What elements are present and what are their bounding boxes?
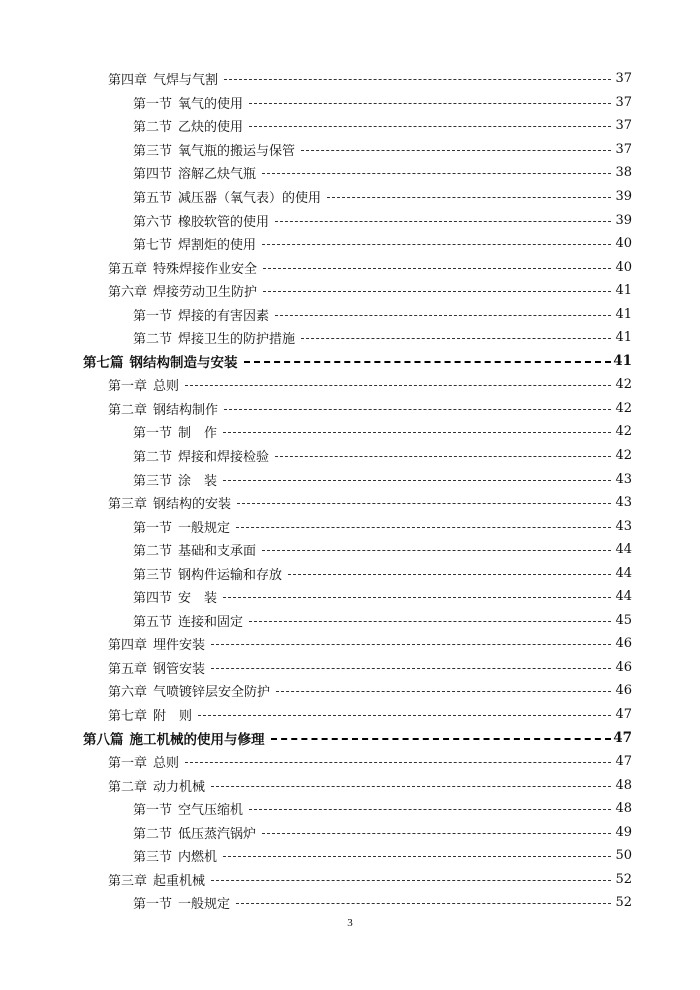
toc-entry-title: 焊接劳动卫生防护 [153, 285, 258, 301]
toc-entry-page: 39 [615, 189, 632, 204]
toc-entry-title: 起重机械 [153, 873, 206, 889]
toc-entry-number: 第一章 [108, 756, 148, 772]
toc-entry-page: 52 [615, 895, 632, 911]
toc-entry-label [108, 69, 218, 88]
toc-entry-page: 48 [615, 777, 632, 793]
toc-entry-label [108, 493, 231, 512]
toc-entry-title: 内燃机 [178, 850, 218, 866]
toc-entry-section[interactable] [0, 91, 700, 115]
toc-entry-page: 42 [615, 424, 632, 440]
dot-leader [224, 79, 611, 80]
toc-entry-label [133, 846, 217, 865]
dot-leader [249, 103, 611, 104]
toc-entry-page: 38 [615, 165, 632, 181]
toc-entry-section[interactable] [0, 161, 700, 185]
dot-leader [262, 833, 611, 834]
toc-entry-chapter[interactable] [0, 255, 700, 279]
toc-entry-title: 安 装 [178, 591, 218, 607]
dot-leader [224, 409, 611, 410]
toc-entry-chapter[interactable] [0, 67, 700, 91]
toc-entry-page: 50 [615, 848, 632, 864]
toc-entry-chapter[interactable] [0, 703, 700, 727]
toc-entry-section[interactable] [0, 821, 700, 845]
toc-entry-page: 40 [615, 259, 632, 275]
toc-entry-label [108, 776, 205, 795]
toc-entry-number: 第六章 [108, 685, 148, 701]
toc-entry-page: 44 [615, 542, 632, 558]
toc-entry-label [133, 328, 295, 347]
toc-entry-label [133, 587, 217, 606]
toc-entry-number: 第七章 [108, 709, 148, 725]
toc-entry-label [133, 823, 256, 842]
toc-entry-label [133, 305, 269, 324]
toc-entry-chapter[interactable] [0, 491, 700, 515]
toc-entry-number: 第一节 [133, 803, 173, 819]
toc-entry-title: 焊接的有害因素 [178, 308, 270, 324]
toc-entry-section[interactable] [0, 538, 700, 562]
toc-entry-section[interactable] [0, 467, 700, 491]
toc-entry-page: 43 [615, 471, 632, 487]
toc-entry-label [133, 163, 256, 182]
toc-entry-label [108, 634, 205, 653]
toc-entry-label [133, 470, 217, 489]
toc-entry-title: 焊接和焊接检验 [178, 450, 270, 466]
toc-entry-title: 基础和支承面 [178, 544, 257, 560]
dot-leader [244, 361, 612, 363]
toc-entry-section[interactable] [0, 797, 700, 821]
toc-entry-number: 第四节 [133, 167, 173, 183]
toc-entry-number: 第二节 [133, 450, 173, 466]
dot-leader [223, 480, 611, 481]
toc-entry-title: 特殊焊接作业安全 [153, 261, 258, 277]
toc-entry-section[interactable] [0, 326, 700, 350]
toc-entry-title: 总则 [153, 756, 180, 772]
toc-entry-label [133, 93, 243, 112]
toc-entry-page: 52 [615, 871, 632, 887]
toc-entry-label [83, 728, 265, 748]
toc-entry-title: 钢结构的安装 [153, 497, 232, 513]
toc-entry-label [133, 211, 269, 230]
toc-entry-page: 42 [615, 377, 632, 393]
dot-leader [301, 338, 611, 339]
toc-entry-title: 气焊与气割 [153, 73, 219, 89]
toc-entry-chapter[interactable] [0, 279, 700, 303]
toc-entry-label [108, 752, 179, 771]
toc-entry-title: 溶解乙炔气瓶 [178, 167, 257, 183]
dot-leader [198, 715, 611, 716]
toc-entry-page: 42 [615, 448, 632, 464]
toc-entry-label [108, 375, 179, 394]
toc-entry-number: 第八篇 [83, 732, 124, 749]
toc-entry-title: 低压蒸汽锅炉 [178, 826, 257, 842]
toc-entry-title: 钢管安装 [153, 661, 206, 677]
toc-entry-title: 空气压缩机 [178, 803, 244, 819]
toc-entry-page: 47 [615, 707, 632, 723]
toc-entry-section[interactable] [0, 844, 700, 868]
toc-entry-page: 42 [615, 400, 632, 416]
toc-entry-title: 氧气瓶的搬运与保管 [178, 143, 296, 159]
toc-entry-section[interactable] [0, 891, 700, 915]
toc-entry-title: 焊割炬的使用 [178, 238, 257, 254]
toc-entry-label [133, 446, 269, 465]
toc-entry-section[interactable] [0, 585, 700, 609]
toc-entry-label [133, 140, 295, 159]
toc-entry-title: 钢结构制造与安装 [129, 355, 238, 372]
toc-entry-number: 第六节 [133, 214, 173, 230]
toc-entry-page: 37 [615, 118, 632, 134]
toc-entry-section[interactable] [0, 208, 700, 232]
toc-entry-page: 46 [615, 659, 632, 675]
toc-entry-section[interactable] [0, 302, 700, 326]
toc-entry-chapter[interactable] [0, 656, 700, 680]
toc-entry-section[interactable] [0, 232, 700, 256]
dot-leader [223, 432, 611, 433]
toc-entry-chapter[interactable] [0, 632, 700, 656]
toc-entry-page: 41 [615, 330, 632, 346]
toc-entry-label [133, 564, 282, 583]
dot-leader [237, 503, 611, 504]
toc-entry-title: 橡胶软管的使用 [178, 214, 270, 230]
toc-entry-number: 第二章 [108, 402, 148, 418]
toc-entry-section[interactable] [0, 444, 700, 468]
toc-entry-label [108, 658, 205, 677]
toc-entry-chapter[interactable] [0, 679, 700, 703]
dot-leader [275, 315, 611, 316]
dot-leader [236, 527, 611, 528]
toc-entry-number: 第四章 [108, 638, 148, 654]
dot-leader [211, 644, 611, 645]
toc-entry-label [133, 893, 230, 912]
toc-entry-title: 气喷镀锌层安全防护 [153, 685, 271, 701]
toc-entry-page: 49 [615, 824, 632, 840]
toc-entry-number: 第二节 [133, 332, 173, 348]
toc-entry-page: 44 [615, 589, 632, 605]
toc-entry-section[interactable] [0, 185, 700, 209]
toc-entry-title: 乙炔的使用 [178, 120, 244, 136]
toc-entry-number: 第六章 [108, 285, 148, 301]
toc-entry-label [133, 517, 230, 536]
toc-entry-page: 43 [615, 495, 632, 511]
toc-entry-title: 钢构件运输和存放 [178, 567, 283, 583]
toc-entry-title: 附 则 [153, 709, 193, 725]
toc-entry-page: 47 [613, 730, 632, 747]
dot-leader [262, 550, 611, 551]
dot-leader [249, 809, 611, 810]
dot-leader [211, 786, 611, 787]
toc-entry-number: 第三章 [108, 497, 148, 513]
toc-entry-number: 第一节 [133, 520, 173, 536]
toc-entry-number: 第五节 [133, 191, 173, 206]
toc-entry-chapter[interactable] [0, 750, 700, 774]
toc-entry-number: 第五章 [108, 261, 148, 277]
toc-entry-part[interactable] [0, 350, 700, 374]
dot-leader [263, 268, 611, 269]
toc-entry-number: 第一节 [133, 308, 173, 324]
toc-entry-number: 第一节 [133, 426, 173, 442]
toc-entry-label [108, 705, 192, 724]
toc-entry-label [108, 681, 270, 700]
dot-leader [288, 574, 611, 575]
toc-entry-label [108, 258, 257, 277]
toc-entry-label [133, 799, 243, 818]
toc-entry-section[interactable] [0, 138, 700, 162]
toc-entry-number: 第七节 [133, 238, 173, 254]
toc-entry-chapter[interactable] [0, 397, 700, 421]
dot-leader [275, 456, 611, 457]
toc-entry-number: 第五章 [108, 661, 148, 677]
toc-entry-page: 41 [613, 353, 632, 370]
toc-entry-label [133, 422, 217, 441]
toc-entry-chapter[interactable] [0, 868, 700, 892]
dot-leader [301, 150, 611, 151]
toc-entry-number: 第二节 [133, 120, 173, 136]
toc-entry-page: 37 [615, 94, 632, 110]
toc-entry-page: 46 [615, 636, 632, 652]
toc-entry-section[interactable] [0, 114, 700, 138]
toc-entry-number: 第三节 [133, 473, 173, 489]
dot-leader [223, 597, 611, 598]
dot-leader [271, 738, 612, 740]
toc-entry-section[interactable] [0, 514, 700, 538]
toc-entry-page: 40 [615, 236, 632, 252]
dot-leader [263, 291, 611, 292]
toc-entry-number: 第二节 [133, 544, 173, 560]
dot-leader [185, 762, 611, 763]
dot-leader [185, 385, 611, 386]
toc-entry-page: 45 [615, 612, 632, 628]
toc-entry-chapter[interactable] [0, 773, 700, 797]
toc-entry-label [108, 399, 218, 418]
dot-leader [236, 903, 611, 904]
toc-entry-number: 第一章 [108, 379, 148, 395]
toc-entry-number: 第三章 [108, 873, 148, 889]
toc-entry-label [133, 540, 256, 559]
toc-entry-label [133, 187, 321, 206]
toc-entry-title: 制 作 [178, 426, 218, 442]
toc-entry-page: 47 [615, 754, 632, 770]
toc-entry-title: 减压器（氧气表）的使用 [178, 191, 322, 206]
toc-entry-label [83, 351, 238, 371]
toc-entry-number: 第四节 [133, 591, 173, 607]
toc-entry-part[interactable] [0, 726, 700, 750]
toc-entry-page: 41 [615, 306, 632, 322]
dot-leader [249, 621, 611, 622]
toc-entry-page: 44 [615, 565, 632, 581]
toc-entry-title: 连接和固定 [178, 614, 244, 630]
table-of-contents [0, 67, 700, 915]
toc-entry-title: 埋件安装 [153, 638, 206, 654]
dot-leader [275, 221, 611, 222]
toc-entry-section[interactable] [0, 420, 700, 444]
toc-entry-number: 第一节 [133, 897, 173, 913]
toc-entry-page: 41 [615, 283, 632, 299]
dot-leader [211, 668, 611, 669]
toc-entry-number: 第二节 [133, 826, 173, 842]
toc-entry-number: 第三节 [133, 567, 173, 583]
dot-leader [262, 173, 611, 174]
dot-leader [276, 691, 611, 692]
toc-entry-label [133, 611, 243, 630]
toc-entry-label [108, 281, 257, 300]
toc-entry-label [133, 116, 243, 135]
toc-entry-title: 焊接卫生的防护措施 [178, 332, 296, 348]
dot-leader [211, 880, 611, 881]
toc-entry-label [108, 870, 205, 889]
toc-entry-chapter[interactable] [0, 373, 700, 397]
toc-entry-label [133, 234, 256, 253]
dot-leader [327, 197, 611, 198]
toc-entry-number: 第三节 [133, 143, 173, 159]
toc-entry-number: 第五节 [133, 614, 173, 630]
toc-entry-number: 第一节 [133, 96, 173, 112]
toc-entry-title: 总则 [153, 379, 180, 395]
toc-entry-page: 46 [615, 683, 632, 699]
toc-entry-page: 39 [615, 212, 632, 228]
page-number: 3 [347, 917, 353, 929]
dot-leader [223, 856, 611, 857]
toc-entry-page: 48 [615, 801, 632, 817]
toc-entry-section[interactable] [0, 609, 700, 633]
toc-entry-page: 37 [615, 141, 632, 157]
toc-entry-number: 第二章 [108, 779, 148, 795]
toc-entry-number: 第七篇 [83, 355, 124, 372]
toc-entry-number: 第四章 [108, 73, 148, 89]
toc-entry-title: 动力机械 [153, 779, 206, 795]
toc-entry-title: 涂 装 [178, 473, 218, 489]
toc-entry-page: 43 [615, 518, 632, 534]
toc-entry-page: 37 [615, 71, 632, 87]
toc-entry-section[interactable] [0, 561, 700, 585]
toc-entry-title: 氧气的使用 [178, 96, 244, 112]
toc-entry-number: 第三节 [133, 850, 173, 866]
dot-leader [249, 126, 611, 127]
toc-entry-title: 一般规定 [178, 520, 231, 536]
dot-leader [262, 244, 611, 245]
toc-entry-title: 施工机械的使用与修理 [129, 732, 265, 749]
toc-entry-title: 钢结构制作 [153, 402, 219, 418]
toc-entry-title: 一般规定 [178, 897, 231, 913]
